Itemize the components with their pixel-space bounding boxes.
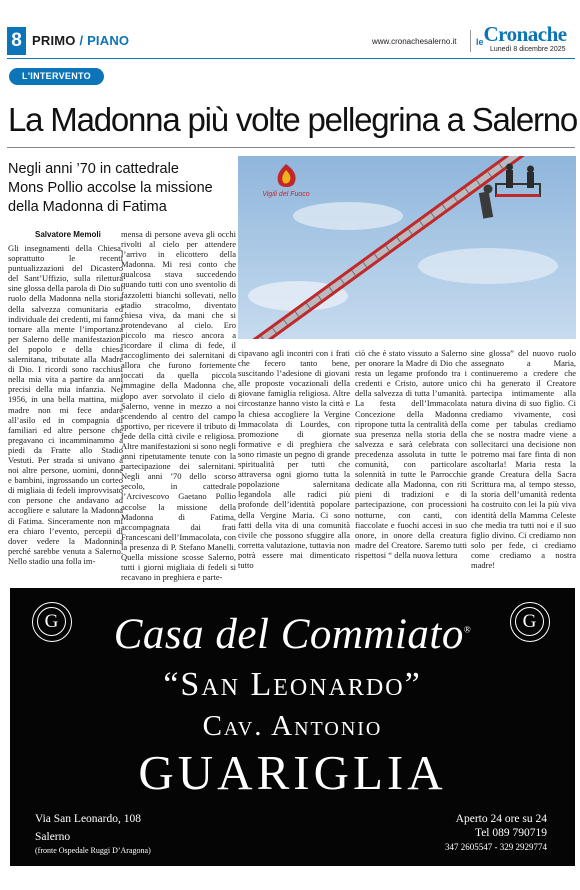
- page-number: 8: [7, 27, 26, 55]
- article-column-2: mensa di persone aveva gli occhi rivolti al cielo per attendere l’arrivo in elicottero della Madonna. Mi resi conto che qualcosa stava succedendo quando tutti con uno sventolio di fazzoletti bianchi sollevati, nello stadio stracolmo, diventato chiesa viva, da mani che si protendevano al cielo. Ero piccolo ma riesco ancora a ricordare il clima di fede, il raccoglimento dei salernitani di allora che furono fortemente toccati da quella piccola immagine della Madonna che, dopo aver sorvolato il cielo di Salerno, venne in mezzo a noi scendendo al centro del campo sportivo, per ricevere il tributo di fede della città civile e religiosa. Altre manifestazioni si sono negli anni ripetutamente tenute con la partecipazione dei salernitani. Negli anni ’70 dello scorso secolo, in cattedrale l’Arcivescovo Gaetano Pollio accolse la missione della Madonna di Fatima, accompagnata dai frati Francescani dell’Immacolata, con la presenza di P. Stefano Manelli. Quella missione scosse Salerno, tutti i giorni migliaia di fedeli si recavano in preghiera e parte-: [121, 229, 236, 583]
- article-column-4: ciò che è stato vissuto a Salerno per onorare la Madre di Dio che resta un legame profondo tra i credenti e Cristo, autore unico della salvezza di tutta l’umanità. La festa dell’Immacolata Concezione della Madonna ripropone tutta la centralità della sua presenza nella storia della salvezza e sarà celebrata con precedenza assoluta in tutte le comunità, con particolare solennità in tutte le Parrocchie dedicate alla Madonna, con riti pieni di tradizioni e di partecipazione, con processioni notturne, con canti, con fiaccolate e fuochi accesi in suo onore, in onore della creatura madre del Creatore. Saremo tutti rispettosi “ della nuova lettura: [355, 348, 467, 560]
- logo-main: Cronache: [483, 22, 567, 46]
- ad-address-street: Via San Leonardo, 108: [35, 813, 141, 825]
- fire-ladder-illustration: [238, 156, 576, 339]
- article-headline: La Madonna più volte pellegrina a Salerno: [8, 101, 578, 138]
- subhead-line: Negli anni ’70 in cattedrale: [8, 161, 179, 177]
- ad-subtitle: “San Leonardo”: [163, 666, 422, 703]
- section-label: [32, 33, 129, 48]
- header-rule: [7, 58, 575, 59]
- headline-rule: [7, 147, 575, 148]
- newspaper-logo[interactable]: [476, 22, 576, 46]
- ad-phone[interactable]: Tel 089 790719: [474, 827, 547, 839]
- article-column-1: Gli insegnamenti della Chiesa, soprattutto le recenti puntualizzazioni del Dicastero del Sant’Uffizio, sulla rilettura sine glossa della parola di Dio sul ruolo della Madonna nella storia della salvezza comunitaria ed individuale dei credenti, mi fanno tornare alla mente l’importanza per Salerno delle manifestazioni del popolo e della chiesa salernitana, tributate alla Madre di Dio. I ricordi sono racchiusi nella mia vita a partire da anni precisi della mia infanzia. Nel 1956, in una bella mattina, mia madre non mi fece andare all’asilo ed in compagnia di familiari ed altre persone che pregavano ci incamminammo a piedi da Fratte allo Stadio Vestuti. Per strada si univano a noi altre persone, uomini, donne e bambini, ingrossando un corteo di migliaia di fedeli improvvisato con persone che andavano ad accogliere e salutare la Madonna di Fatima. Sinceramente non mi era chiaro l’evento, percepii di dover vedere la Madonnina perché sarebbe venuta a Salerno. Nello stadio una folla im-: [8, 243, 123, 566]
- ad-name-prefix: Cav. Antonio: [202, 710, 383, 742]
- registered-mark: ®: [463, 624, 472, 635]
- site-url[interactable]: www.cronachesalerno.it: [372, 37, 457, 46]
- article-column-5: sine glossa” del nuovo ruolo assegnato a Maria, continueremo a credere che chi ha generato il Creatore partecipa intimamente alla natura divina di suo figlio. Ci crediamo vivamente, così come per tabulas crediamo che se nostra madre viene a sollecitarci una decisione non potremo mai fare finta di non ascoltarla! Maria resta la grande Creatura della Sacra Scrittura ma, al tempo stesso, la storia dell’umanità redenta ha costruito con lei la più viva identità della Mamma Celeste che media tra tutti noi e il suo figlio divino. Ci crediamo non solo per fede, ci crediamo come crediamo a nostra madre!: [471, 348, 576, 570]
- funeral-home-advertisement[interactable]: [10, 588, 575, 866]
- ad-address-city: Salerno: [35, 831, 71, 843]
- emblem-letter: G: [515, 607, 544, 636]
- ad-name: GUARIGLIA: [138, 745, 447, 800]
- section-secondary: PIANO: [87, 33, 130, 48]
- article-photo: [238, 156, 576, 339]
- subhead-line: Mons Pollio accolse la missione: [8, 180, 213, 196]
- subhead-line: della Madonna di Fatima: [8, 199, 167, 215]
- ad-title-text: Casa del Commiato: [113, 611, 464, 658]
- logo-prefix: le: [476, 37, 484, 47]
- emblem-letter: G: [37, 607, 66, 636]
- ad-hours: Aperto 24 ore su 24: [455, 813, 547, 825]
- section-primary: PRIMO: [32, 33, 76, 48]
- ad-mobiles[interactable]: 347 2605547 - 329 2929774: [445, 842, 547, 852]
- article-subhead: [8, 160, 233, 217]
- kicker-badge: L'INTERVENTO: [9, 68, 104, 85]
- issue-date: Lunedì 8 dicembre 2025: [490, 46, 566, 53]
- article-column-3: cipavano agli incontri con i frati che fecero tanto bene, suscitando l’adesione di giovani alle proposte vocazionali della giovane famiglia religiosa. Altre circostanze hanno visto la città e la chiesa accogliere la Vergine Immacolata di Lourdes, con promozione di giornate formative e di preghiera che sono rimaste un pegno di grande spiritualità per tutti che attraversa ogni giorno tutta la popolazione salernitana legandola alle radici più profonde dell’identità popolare della Vergine Maria. Ci sono fatti della vita di una comunità civile che possono sfuggire alla corretta valutazione, tuttavia non potrà essere mai dimenticato tutto: [238, 348, 350, 570]
- header-divider: [470, 30, 471, 52]
- section-separator: /: [79, 33, 84, 48]
- ad-title: [10, 610, 575, 659]
- byline: Salvatore Memoli: [35, 230, 101, 239]
- ad-address-note: (fronte Ospedale Ruggi D’Aragona): [35, 846, 151, 855]
- photo-logo-text: Vigili del Fuoco: [262, 191, 310, 198]
